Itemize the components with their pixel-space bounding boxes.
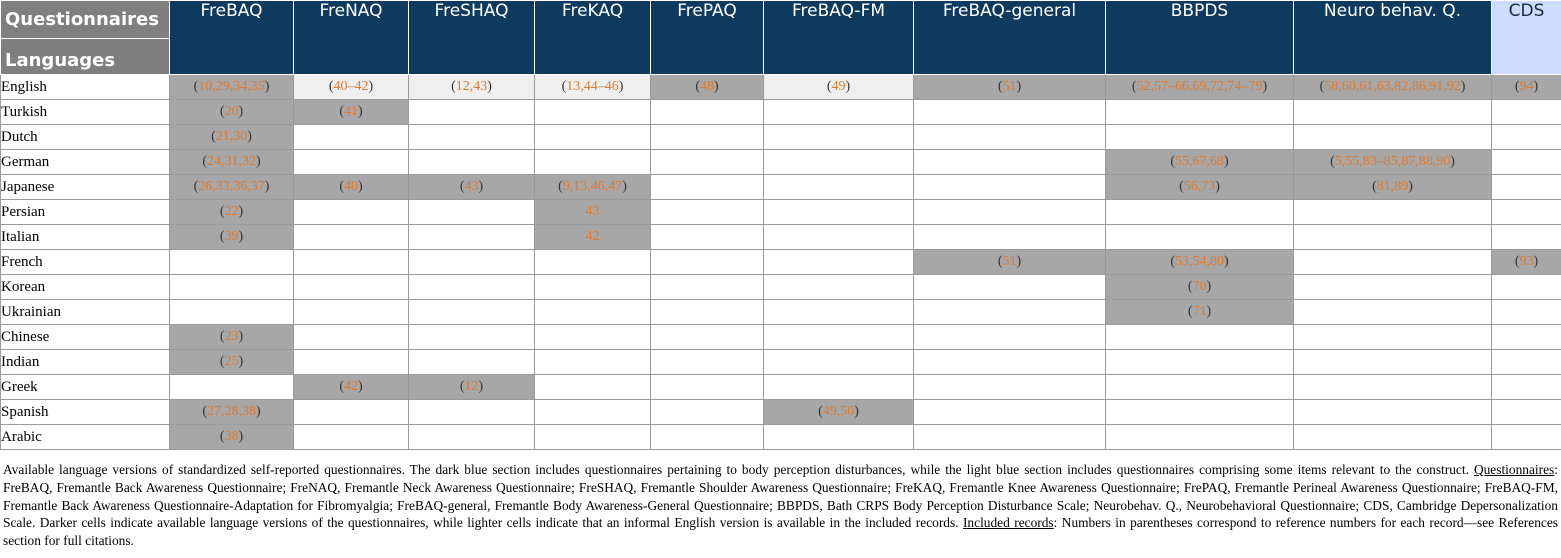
language-label: Indian bbox=[1, 350, 170, 375]
caption-intro: Available language versions of standardized self-reported questionnaires. The dark blue section includes questionnaires pertaining to body perception disturbances, while the light blue section includes questionnaires comprising some items relevant to the construct. bbox=[3, 462, 1469, 477]
language-label: Chinese bbox=[1, 325, 170, 350]
col-header: FreBAQ-general bbox=[914, 1, 1106, 75]
table-cell: (20) bbox=[170, 100, 294, 125]
table-cell bbox=[764, 100, 914, 125]
table-cell bbox=[651, 175, 764, 200]
col-header: CDS bbox=[1492, 1, 1561, 75]
table-cell bbox=[914, 200, 1106, 225]
language-label: Persian bbox=[1, 200, 170, 225]
table-cell bbox=[1294, 200, 1492, 225]
table-cell bbox=[409, 275, 535, 300]
table-cell: (81,89) bbox=[1294, 175, 1492, 200]
table-cell: (56,73) bbox=[1106, 175, 1294, 200]
table-row bbox=[1, 300, 1561, 325]
table-cell: (26,33,36,37) bbox=[170, 175, 294, 200]
table-cell bbox=[1492, 175, 1561, 200]
table-cell: (21,30) bbox=[170, 125, 294, 150]
table-cell bbox=[764, 275, 914, 300]
table-cell: (39) bbox=[170, 225, 294, 250]
table-cell bbox=[1294, 125, 1492, 150]
questionnaires-heading: Questionnaires bbox=[1473, 462, 1555, 477]
table-cell bbox=[535, 375, 651, 400]
table-cell bbox=[914, 275, 1106, 300]
table-cell bbox=[1106, 350, 1294, 375]
table-cell bbox=[651, 200, 764, 225]
table-cell bbox=[294, 400, 409, 425]
table-cell bbox=[1492, 425, 1561, 450]
table-cell bbox=[914, 100, 1106, 125]
table-cell bbox=[764, 300, 914, 325]
table-cell bbox=[764, 425, 914, 450]
language-label: English bbox=[1, 75, 170, 100]
table-cell bbox=[535, 125, 651, 150]
table-cell: (12,43) bbox=[409, 75, 535, 100]
table-cell: (94) bbox=[1492, 75, 1561, 100]
table-cell bbox=[535, 325, 651, 350]
table-cell bbox=[294, 250, 409, 275]
included-records-text: : Numbers in parentheses correspond to reference numbers for each record—see References section for full citations. bbox=[3, 515, 1558, 549]
table-row bbox=[1, 125, 1561, 150]
table-cell bbox=[764, 150, 914, 175]
col-header: Neuro behav. Q. bbox=[1294, 1, 1492, 75]
table-cell: (71) bbox=[1106, 300, 1294, 325]
table-cell bbox=[1294, 275, 1492, 300]
table-row bbox=[1, 250, 1561, 275]
table-cell bbox=[535, 400, 651, 425]
included-records-heading: Included records bbox=[962, 515, 1054, 531]
table-cell: (12) bbox=[409, 375, 535, 400]
table-cell bbox=[535, 150, 651, 175]
table-cell bbox=[651, 100, 764, 125]
table-cell bbox=[409, 150, 535, 175]
table-cell: (24,31,32) bbox=[170, 150, 294, 175]
table-cell bbox=[1492, 150, 1561, 175]
table-cell bbox=[535, 100, 651, 125]
table-cell: (49) bbox=[764, 75, 914, 100]
table-cell bbox=[1294, 250, 1492, 275]
table-cell bbox=[1492, 300, 1561, 325]
table-cell bbox=[651, 225, 764, 250]
table-cell bbox=[914, 350, 1106, 375]
table-cell bbox=[1294, 425, 1492, 450]
table-cell: (93) bbox=[1492, 250, 1561, 275]
table-row bbox=[1, 200, 1561, 225]
table-cell bbox=[914, 375, 1106, 400]
col-header: FrePAQ bbox=[651, 1, 764, 75]
table-cell bbox=[764, 375, 914, 400]
table-cell bbox=[651, 250, 764, 275]
language-label: Turkish bbox=[1, 100, 170, 125]
table-cell bbox=[294, 225, 409, 250]
table-cell bbox=[1106, 200, 1294, 225]
table-cell bbox=[1294, 400, 1492, 425]
table-cell bbox=[294, 200, 409, 225]
language-label: Dutch bbox=[1, 125, 170, 150]
table-cell bbox=[651, 325, 764, 350]
table-cell bbox=[409, 100, 535, 125]
table-row bbox=[1, 400, 1561, 425]
table-cell bbox=[294, 425, 409, 450]
table-cell: (9,13,46,47) bbox=[535, 175, 651, 200]
questionnaires-definitions: : FreBAQ, Fremantle Back Awareness Questionnaire; FreNAQ, Fremantle Neck Awareness Questionnaire; FreSHAQ, Fremantle Shoulder Awareness Questionnaire; FreKAQ, Fremantle Knee Awareness Questionnaire; FrePAQ, Fremantle Perineal Awareness Questionnaire; FreBAQ-FM, Fremantle Back Awareness Questionnaire-Adaptation for Fibromyalgia; FreBAQ-general, Fremantle Body Awareness-General Questionnaire; BBPDS, Bath CRPS Body Perception Disturbance Scale; Neurobehav. Q., Neurobehavioral Questionnaire; CDS, Cambridge Depersonalization Scale. Darker cells indicate available language versions of the questionnaires, while lighter cells indicate that an informal English version is available in the included records. bbox=[3, 462, 1558, 531]
table-cell bbox=[294, 150, 409, 175]
languages-label: Languages bbox=[5, 50, 116, 71]
table-cell bbox=[535, 250, 651, 275]
table-cell bbox=[914, 150, 1106, 175]
table-cell bbox=[651, 300, 764, 325]
language-label: Japanese bbox=[1, 175, 170, 200]
language-label: French bbox=[1, 250, 170, 275]
table-cell bbox=[1106, 325, 1294, 350]
table-cell bbox=[409, 250, 535, 275]
language-label: Arabic bbox=[1, 425, 170, 450]
table-cell bbox=[914, 400, 1106, 425]
table-cell bbox=[294, 325, 409, 350]
table-cell bbox=[1492, 350, 1561, 375]
table-cell: (41) bbox=[294, 100, 409, 125]
table-cell bbox=[764, 125, 914, 150]
table-cell: (70) bbox=[1106, 275, 1294, 300]
table-cell bbox=[294, 275, 409, 300]
table-cell bbox=[409, 400, 535, 425]
col-header: FreBAQ-FM bbox=[764, 1, 914, 75]
table-cell: (43) bbox=[409, 175, 535, 200]
table-cell bbox=[914, 225, 1106, 250]
table-cell bbox=[294, 125, 409, 150]
col-header: BBPDS bbox=[1106, 1, 1294, 75]
table-cell: (5,55,83–85,87,88,90) bbox=[1294, 150, 1492, 175]
table-cell: (10,29,34,35) bbox=[170, 75, 294, 100]
col-header: FreSHAQ bbox=[409, 1, 535, 75]
table-cell bbox=[1106, 225, 1294, 250]
table-cell bbox=[1106, 400, 1294, 425]
table-cell: (38) bbox=[170, 425, 294, 450]
language-label: Spanish bbox=[1, 400, 170, 425]
table-row bbox=[1, 325, 1561, 350]
table-cell bbox=[535, 275, 651, 300]
table-cell bbox=[170, 375, 294, 400]
table-body bbox=[1, 75, 1561, 450]
table-cell: (40–42) bbox=[294, 75, 409, 100]
table-cell bbox=[1294, 100, 1492, 125]
table-cell bbox=[170, 300, 294, 325]
table-cell bbox=[914, 125, 1106, 150]
table-cell: (40) bbox=[294, 175, 409, 200]
table-cell bbox=[1492, 375, 1561, 400]
table-cell bbox=[1106, 100, 1294, 125]
table-cell bbox=[914, 300, 1106, 325]
table-cell bbox=[409, 200, 535, 225]
table-cell: 42 bbox=[535, 225, 651, 250]
table-cell bbox=[409, 300, 535, 325]
table-cell bbox=[1294, 325, 1492, 350]
col-header: FreNAQ bbox=[294, 1, 409, 75]
table-row bbox=[1, 75, 1561, 100]
table-cell bbox=[764, 325, 914, 350]
table-cell bbox=[170, 275, 294, 300]
table-caption bbox=[3, 461, 1558, 550]
table-cell: (22) bbox=[170, 200, 294, 225]
table-cell bbox=[1492, 200, 1561, 225]
table-cell bbox=[764, 200, 914, 225]
table-cell: (55,67,68) bbox=[1106, 150, 1294, 175]
table-cell bbox=[409, 350, 535, 375]
table-cell: (13,44–46) bbox=[535, 75, 651, 100]
col-header: FreKAQ bbox=[535, 1, 651, 75]
table-cell bbox=[651, 150, 764, 175]
table-cell bbox=[1294, 375, 1492, 400]
table-cell bbox=[170, 250, 294, 275]
language-label: Korean bbox=[1, 275, 170, 300]
language-label: German bbox=[1, 150, 170, 175]
table-row bbox=[1, 425, 1561, 450]
corner-header bbox=[1, 1, 170, 75]
table-cell bbox=[1492, 100, 1561, 125]
table-cell bbox=[1492, 125, 1561, 150]
table-cell bbox=[1106, 375, 1294, 400]
table-cell bbox=[914, 175, 1106, 200]
table-cell bbox=[409, 225, 535, 250]
table-cell: (49,50) bbox=[764, 400, 914, 425]
table-cell bbox=[1492, 225, 1561, 250]
table-cell bbox=[764, 350, 914, 375]
table-row bbox=[1, 150, 1561, 175]
table-cell bbox=[294, 350, 409, 375]
table-row bbox=[1, 100, 1561, 125]
table-cell bbox=[1106, 125, 1294, 150]
table-row bbox=[1, 375, 1561, 400]
table-cell: (51) bbox=[914, 75, 1106, 100]
table-cell bbox=[651, 400, 764, 425]
questionnaires-label: Questionnaires bbox=[1, 1, 169, 39]
table-cell bbox=[914, 325, 1106, 350]
table-cell: 43 bbox=[535, 200, 651, 225]
table-cell bbox=[535, 300, 651, 325]
table-cell bbox=[1294, 225, 1492, 250]
table-cell bbox=[409, 125, 535, 150]
table-cell bbox=[764, 225, 914, 250]
table-cell bbox=[1106, 425, 1294, 450]
language-label: Ukrainian bbox=[1, 300, 170, 325]
table-row bbox=[1, 275, 1561, 300]
table-cell bbox=[651, 350, 764, 375]
language-label: Italian bbox=[1, 225, 170, 250]
table-cell bbox=[535, 350, 651, 375]
table-cell bbox=[764, 175, 914, 200]
table-cell: (25) bbox=[170, 350, 294, 375]
table-cell: (42) bbox=[294, 375, 409, 400]
table-cell bbox=[651, 275, 764, 300]
table-cell bbox=[1492, 275, 1561, 300]
table-cell bbox=[651, 125, 764, 150]
table-cell bbox=[409, 425, 535, 450]
table-cell: (58,60,61,63,82,86,91,92) bbox=[1294, 75, 1492, 100]
table-cell bbox=[1492, 325, 1561, 350]
table-cell bbox=[535, 425, 651, 450]
table-cell bbox=[294, 300, 409, 325]
table-cell: (27,28,38) bbox=[170, 400, 294, 425]
table-cell: (52,57–66,69,72,74–79) bbox=[1106, 75, 1294, 100]
table-row bbox=[1, 175, 1561, 200]
table-cell bbox=[764, 250, 914, 275]
table-cell bbox=[409, 325, 535, 350]
table-cell bbox=[1294, 350, 1492, 375]
table-cell: (23) bbox=[170, 325, 294, 350]
table-cell bbox=[1492, 400, 1561, 425]
table-cell bbox=[1294, 300, 1492, 325]
table-cell bbox=[651, 425, 764, 450]
table-cell: (48) bbox=[651, 75, 764, 100]
table-cell bbox=[651, 375, 764, 400]
table-cell: (51) bbox=[914, 250, 1106, 275]
col-header: FreBAQ bbox=[170, 1, 294, 75]
header-row bbox=[1, 1, 1561, 75]
table-cell bbox=[914, 425, 1106, 450]
table-row bbox=[1, 350, 1561, 375]
table-cell: (53,54,80) bbox=[1106, 250, 1294, 275]
table-row bbox=[1, 225, 1561, 250]
language-label: Greek bbox=[1, 375, 170, 400]
